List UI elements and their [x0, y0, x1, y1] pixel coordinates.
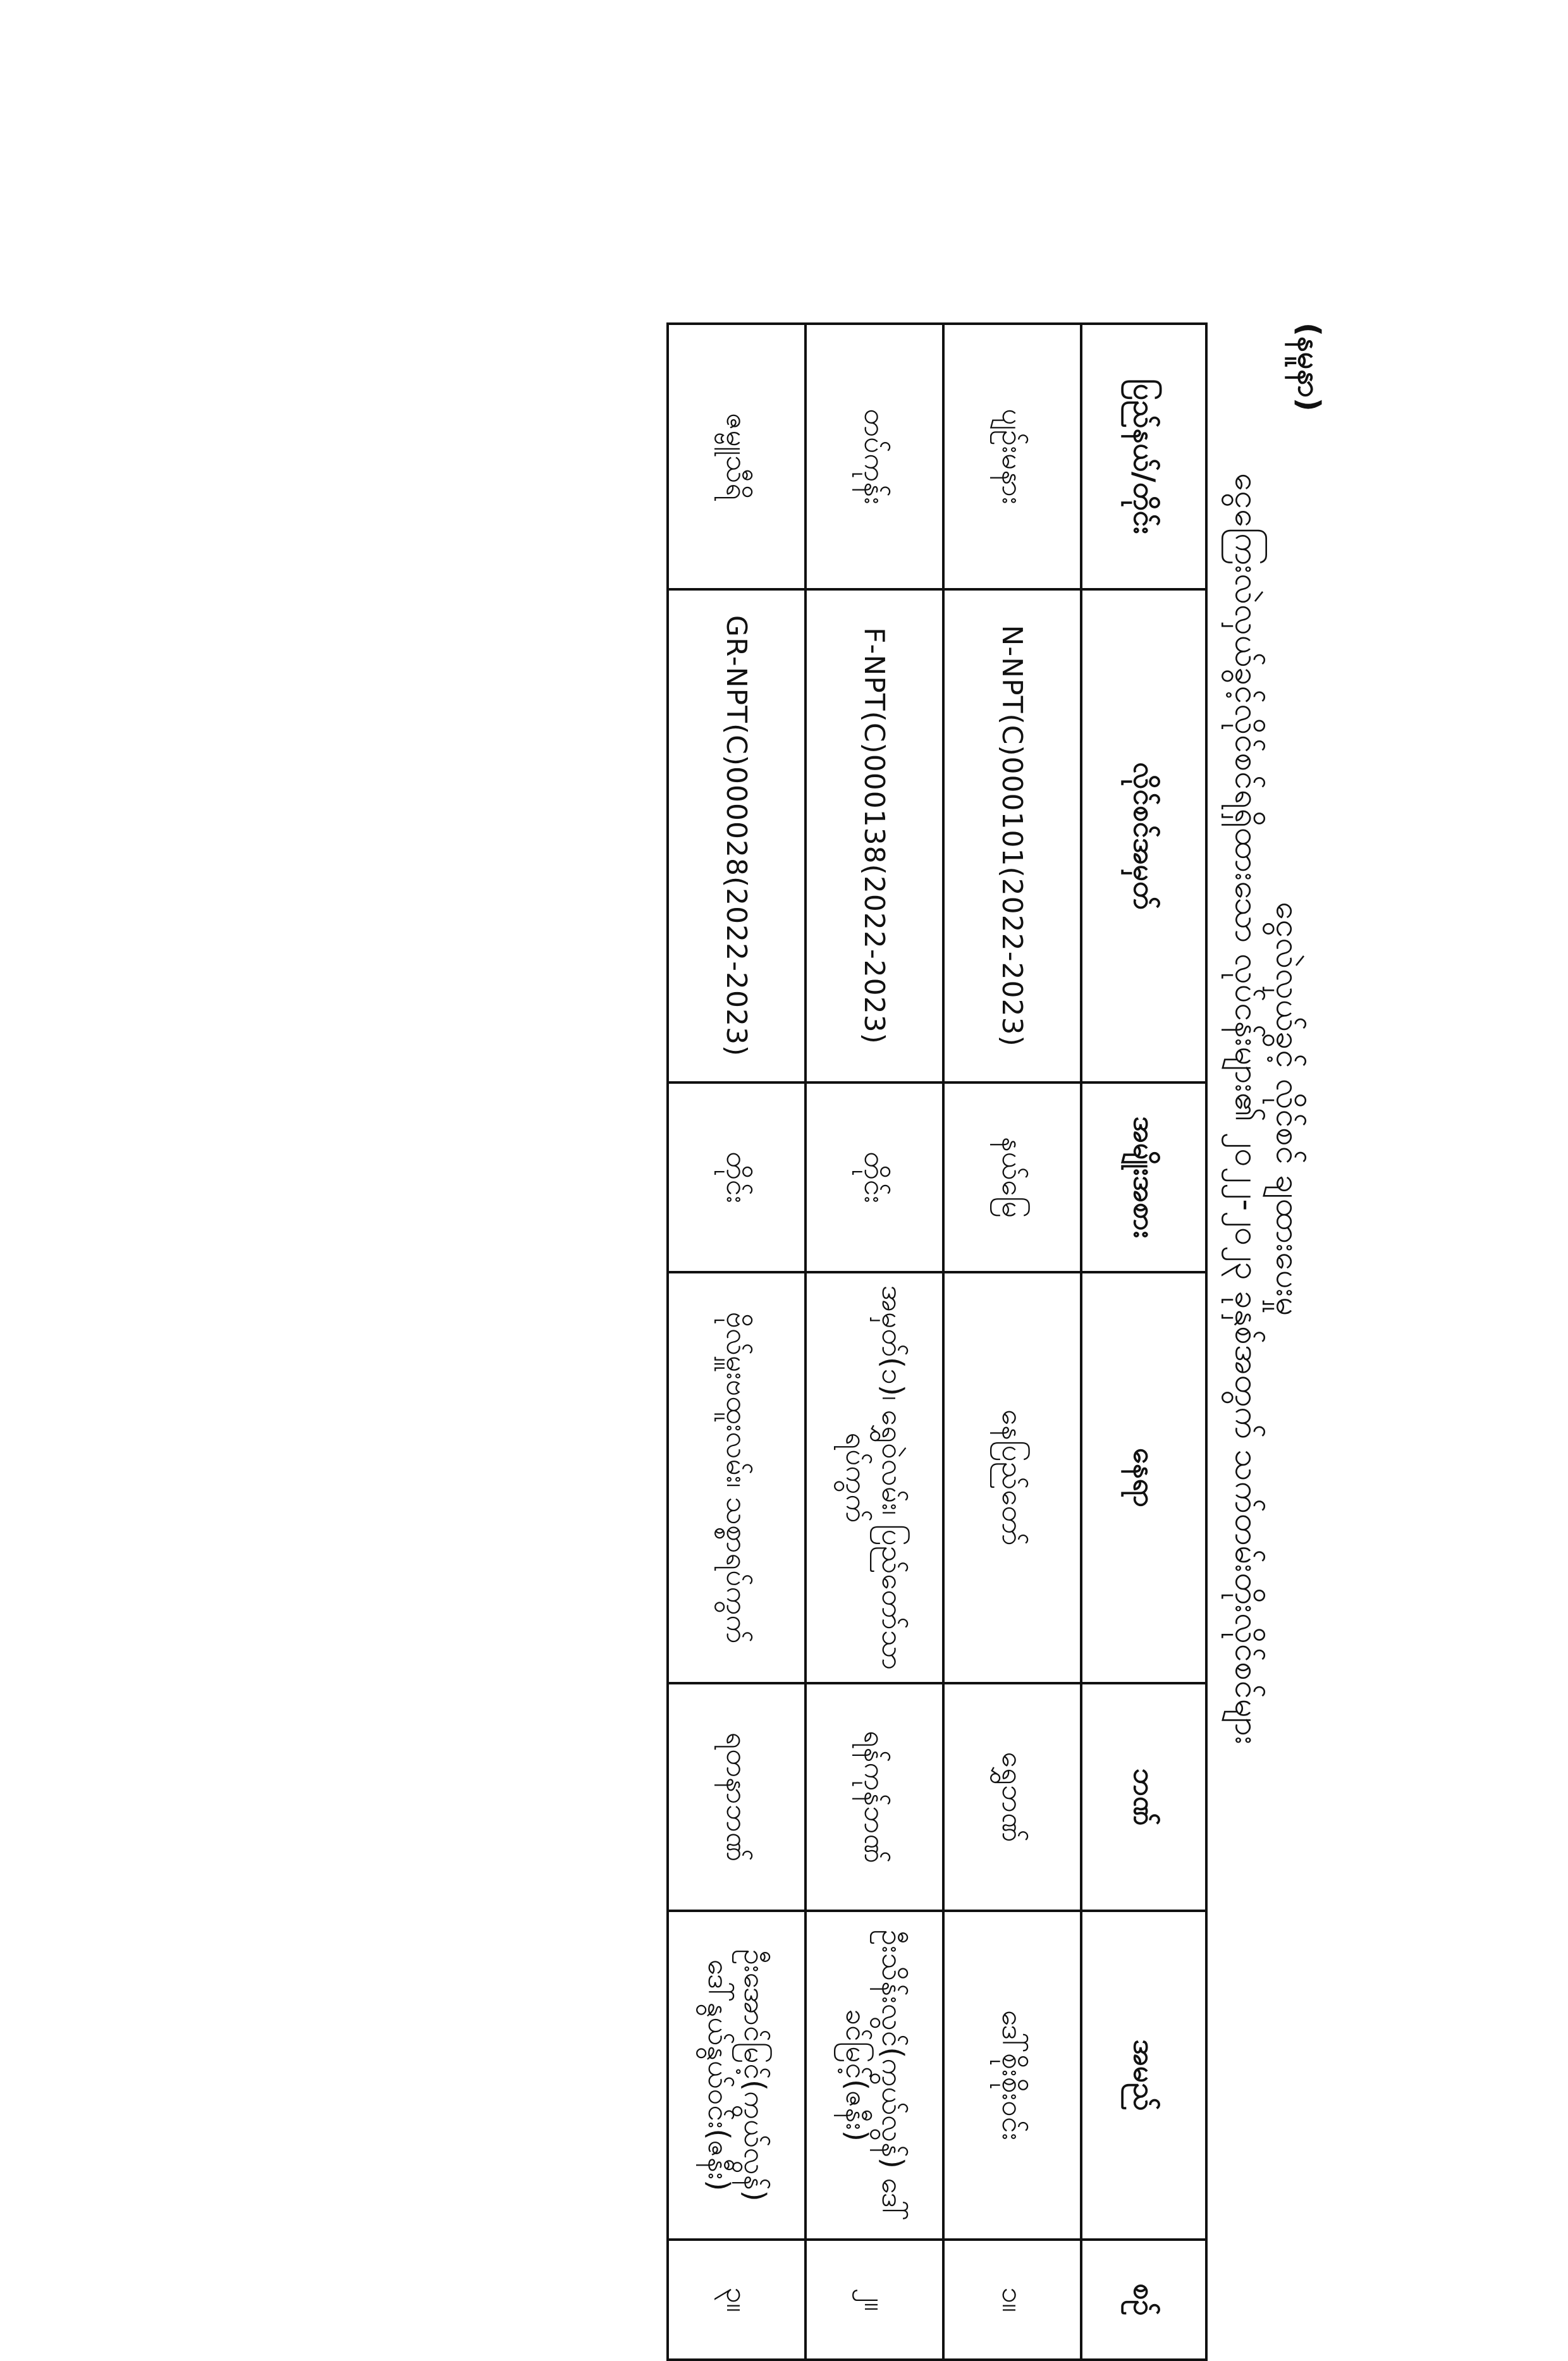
cell-no: ၂။: [805, 2240, 943, 2360]
cell-state: တပ်ကုန်း: [805, 324, 943, 589]
license-table: [666, 322, 1208, 2361]
header-no: စဉ်: [1081, 2240, 1206, 2360]
cell-category: တိုင်း: [805, 1082, 943, 1272]
heading-line-2: ငွေကြေးလဲလှယ်ခွင့်လိုင်စင်ရရှိထားသော လုပ်ငန်းများ၏ ၂၀၂၂-၂၀၂၃ ခုနှစ်အတွက် သက်တမ်းတိုးလိုင်စင်များ: [1228, 472, 1266, 1745]
cell-place: ဗိုလ်မှူးဗထူးလမ်း၊ သစ္စာရပ်ကွက်: [668, 1272, 805, 1683]
header-license-code: လိုင်စင်အမှတ်: [1081, 589, 1206, 1082]
cell-bank: ရန်ကုန်ဘဏ်: [805, 1683, 943, 1911]
cell-bank: ရတနာဘဏ်: [668, 1683, 805, 1911]
heading-line-1: ငွေလဲလှယ်ခွင့် လိုင်စင် ချထားပေးမှု: [1269, 901, 1307, 1316]
table-row: [805, 324, 943, 2360]
header-name: အမည်: [1081, 1911, 1206, 2240]
header-bank: ဘဏ်: [1081, 1683, 1206, 1911]
cell-place: အမှတ်(၁)၊ ရွှေဝဲလမ်း၊ ပြည်တော်သာရပ်ကွက်: [805, 1272, 943, 1683]
cell-name: ဦးသိန်းလွင်(ကွယ်လွန်) ဒေါ်ခင်မြင့်(ဇနီး): [805, 1911, 943, 2240]
cell-no: ၁။: [943, 2240, 1081, 2360]
cell-name: ဦးအောင်မြင့်(ကွယ်လွန်) ဒေါ်နွယ်နွယ်ဝင်း(ဇနီး): [668, 1911, 805, 2240]
cell-state: ဇမ္ဗူသီရိ: [668, 324, 805, 589]
sample-caption: (နမူနာ): [1291, 322, 1326, 412]
cell-no: ၃။: [668, 2240, 805, 2360]
cell-bank: ရွှေဘဏ်: [943, 1683, 1081, 1911]
header-state: ပြည်နယ်/တိုင်း: [1081, 324, 1206, 589]
cell-license-code: N-NPT(C)000101(2022-2023): [943, 589, 1081, 1082]
cell-category: တိုင်း: [668, 1082, 805, 1272]
table-row: [668, 324, 805, 2360]
table-header-row: [1081, 324, 1206, 2360]
cell-state: ပျဉ်းမနား: [943, 324, 1081, 589]
cell-license-code: F-NPT(C)000138(2022-2023): [805, 589, 943, 1082]
table-row: [943, 324, 1081, 2360]
cell-place: နေပြည်တော်: [943, 1272, 1081, 1683]
cell-license-code: GR-NPT(C)000028(2022-2023): [668, 589, 805, 1082]
header-category: အမျိုးအစား: [1081, 1082, 1206, 1272]
header-place: နေရာ: [1081, 1272, 1206, 1683]
cell-name: ဒေါ်စိုးစိုးဝင်း: [943, 1911, 1081, 2240]
cell-category: နယ်မြေ: [943, 1082, 1081, 1272]
